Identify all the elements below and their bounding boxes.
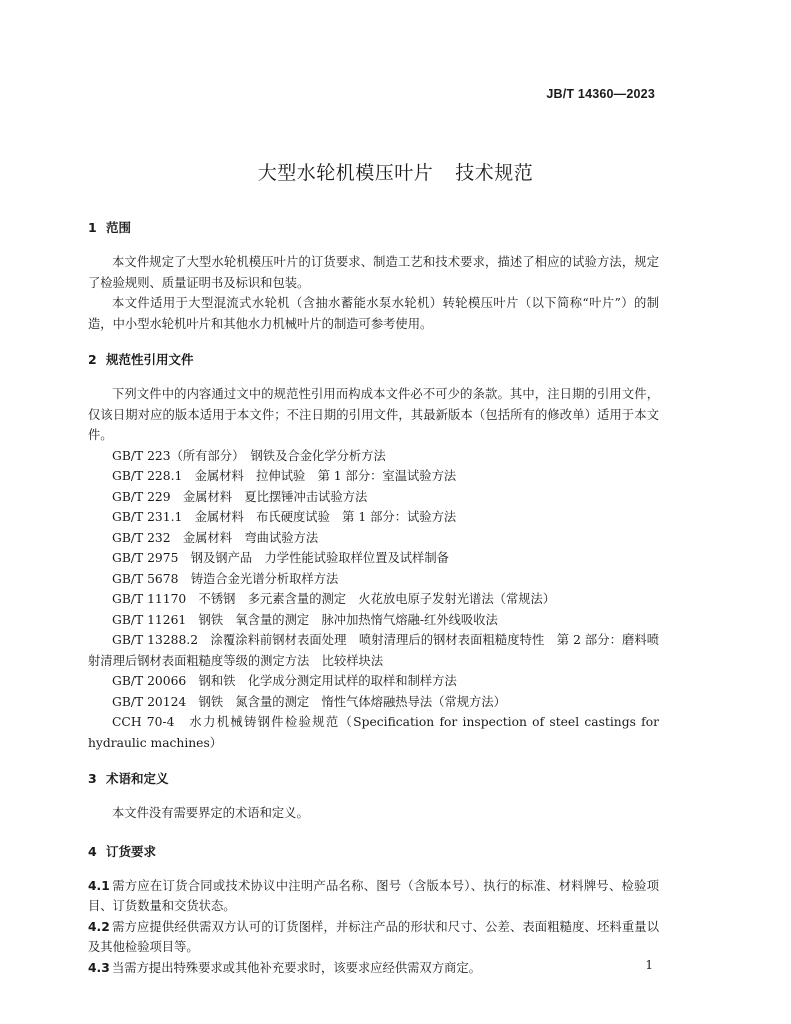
reference-item: GB/T 229 金属材料 夏比摆锤冲击试验方法: [112, 489, 368, 504]
document-title: [0, 158, 791, 185]
title-sub: 技术规范: [455, 162, 534, 184]
reference-item: GB/T 20124 钢铁 氮含量的测定 惰性气体熔融热导法（常规方法）: [112, 694, 506, 709]
section-heading-1: 1 范围: [88, 220, 132, 235]
reference-item: GB/T 223（所有部分） 钢铁及合金化学分析方法: [112, 448, 386, 463]
reference-item: CCH 70-4 水力机械铸钢件检验规范（Specification for inspection of steel castings for hydraulic machines）: [88, 715, 659, 750]
section-heading-3: 3 术语和定义: [88, 771, 169, 786]
section-heading-2: 2 规范性引用文件: [88, 352, 194, 367]
reference-item: GB/T 11170 不锈钢 多元素含量的测定 火花放电原子发射光谱法（常规法）: [112, 592, 556, 606]
title-main: 大型水轮机模压叶片: [257, 162, 434, 184]
page-number: 1: [645, 958, 653, 972]
reference-item: GB/T 231.1 金属材料 布氏硬度试验 第 1 部分：试验方法: [112, 510, 457, 524]
references-intro: 下列文件中的内容通过文中的规范性引用而构成本文件必不可少的条款。其中，注日期的引用文件，仅该日期对应的版本适用于本文件；不注日期的引用文件，其最新版本（包括所有的修改单）适用于本文件。: [88, 387, 659, 442]
section-heading-4: 4 订货要求: [88, 843, 157, 859]
reference-item: GB/T 232 金属材料 弯曲试验方法: [112, 530, 319, 545]
reference-item: GB/T 13288.2 涂覆涂料前钢材表面处理 喷射清理后的钢材表面粗糙度特性 第 2 部分：磨料喷射清理后钢材表面粗糙度等级的测定方法 比较样块法: [88, 633, 659, 668]
document-body: [88, 218, 659, 978]
scope-paragraph-2: 本文件适用于大型混流式水轮机（含抽水蓄能水泵水轮机）转轮模压叶片（以下简称“叶片”）的制造，中小型水轮机叶片和其他水力机械叶片的制造可参考使用。: [88, 296, 659, 331]
scope-paragraph-1: 本文件规定了大型水轮机模压叶片的订货要求、制造工艺和技术要求，描述了相应的试验方法，规定了检验规则、质量证明书及标识和包装。: [88, 255, 659, 290]
reference-item: GB/T 11261 钢铁 氧含量的测定 脉冲加热惰气熔融-红外线吸收法: [112, 612, 498, 627]
reference-item: GB/T 20066 钢和铁 化学成分测定用试样的取样和制样方法: [112, 674, 457, 688]
reference-item: GB/T 5678 铸造合金光谱分析取样方法: [112, 571, 339, 586]
clause-4-1: 4.1 需方应在订货合同或技术协议中注明产品名称、图号（含版本号）、执行的标准、材料牌号、检验项目、订货数量和交货状态。: [88, 878, 659, 913]
clause-4-2: 4.2 需方应提供经供需双方认可的订货图样，并标注产品的形状和尺寸、公差、表面粗糙度、坯料重量以及其他检验项目等。: [88, 919, 659, 954]
reference-item: GB/T 228.1 金属材料 拉伸试验 第 1 部分：室温试验方法: [112, 469, 457, 483]
clause-4-3: 4.3 当需方提出特殊要求或其他补充要求时，该要求应经供需双方商定。: [88, 960, 481, 975]
standard-code: JB/T 14360—2023: [546, 87, 655, 101]
reference-item: GB/T 2975 钢及钢产品 力学性能试验取样位置及试样制备: [112, 551, 449, 565]
terms-paragraph: 本文件没有需要界定的术语和定义。: [112, 806, 309, 820]
